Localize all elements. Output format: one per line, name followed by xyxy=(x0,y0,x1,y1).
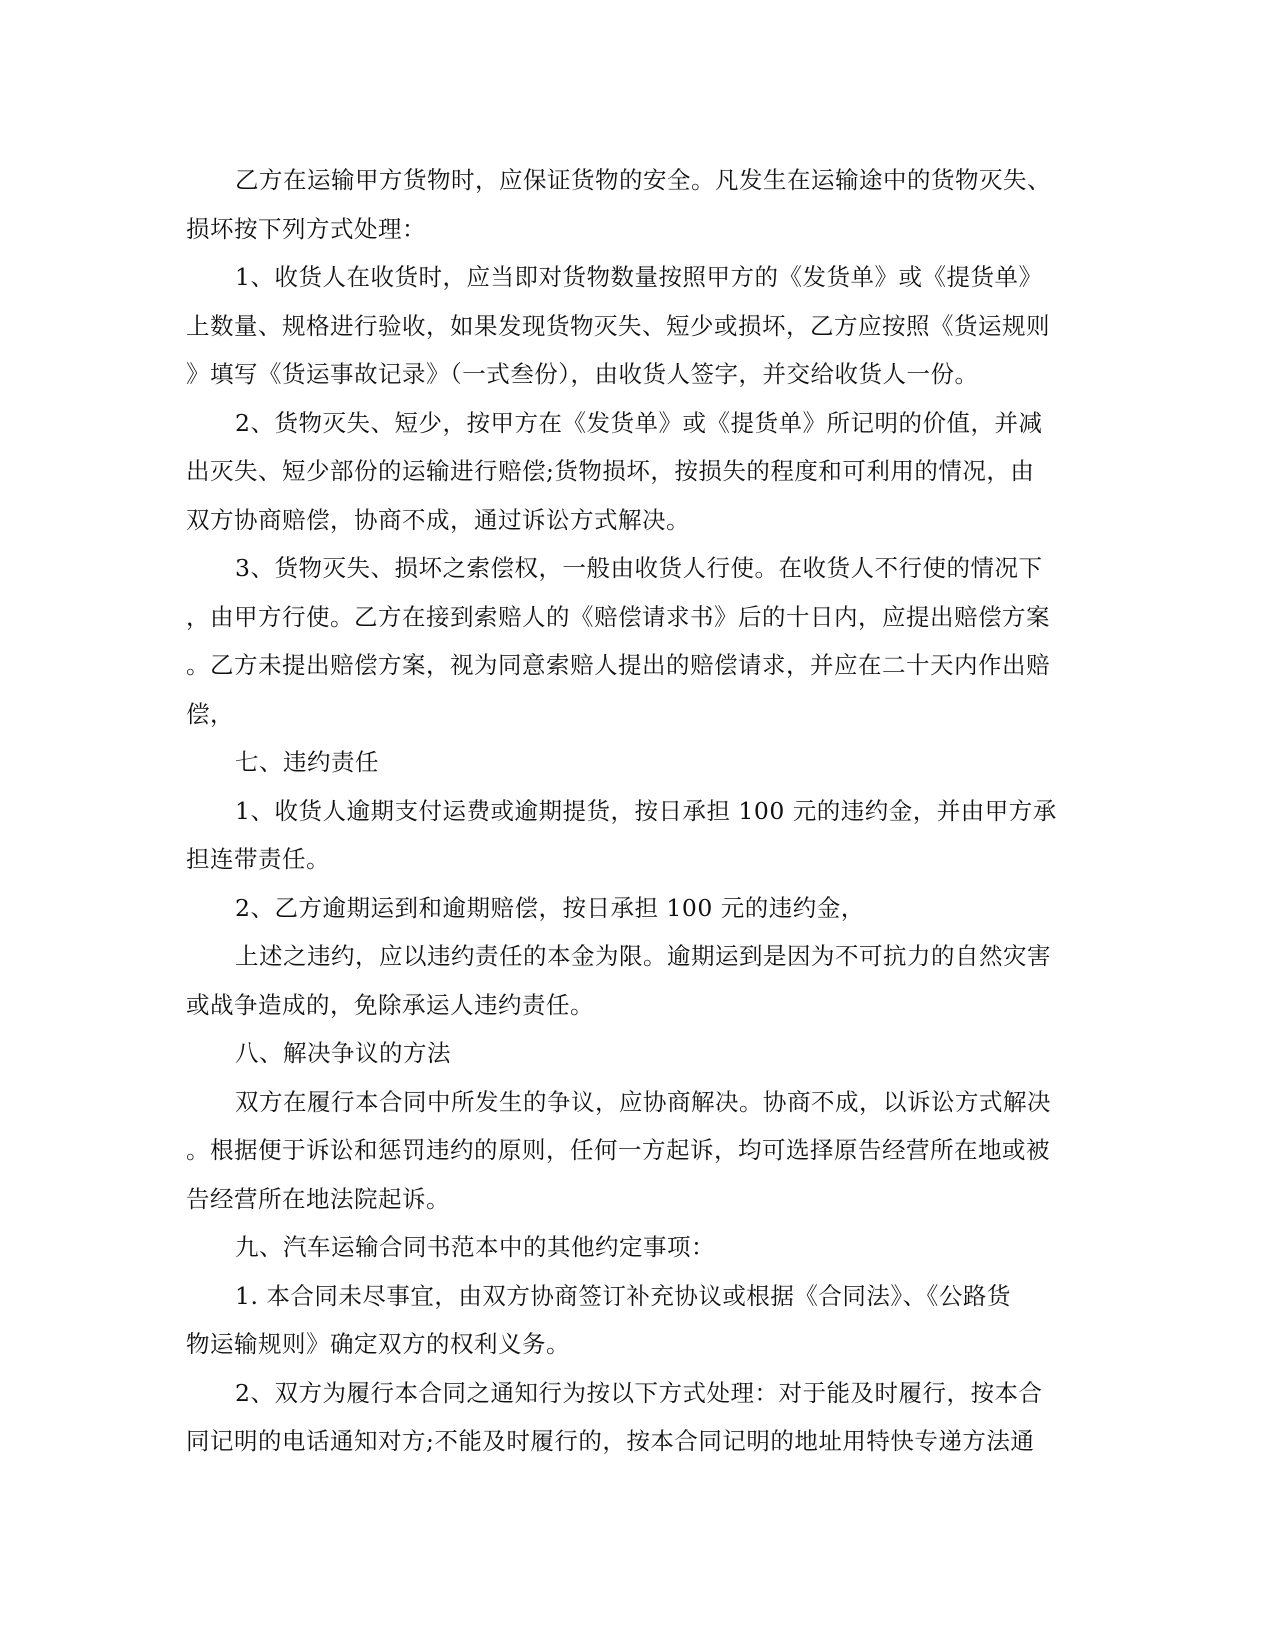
text-line: 担连带责任。 xyxy=(186,845,330,873)
text-line: 八、解决争议的方法 xyxy=(235,1039,451,1067)
text-line: 物运输规则》确定双方的权利义务。 xyxy=(186,1330,570,1358)
text-line: 出灭失、短少部份的运输进行赔偿;货物损坏，按损失的程度和可利用的情况，由 xyxy=(186,457,1035,485)
text-line: 。根据便于诉讼和惩罚违约的原则，任何一方起诉，均可选择原告经营所在地或被 xyxy=(186,1136,1050,1164)
text-line: 2、双方为履行本合同之通知行为按以下方式处理：对于能及时履行，按本合 xyxy=(235,1378,1043,1407)
text-line: 九、汽车运输合同书范本中的其他约定事项： xyxy=(235,1233,715,1261)
document-body xyxy=(186,156,1086,1466)
text-line: 上数量、规格进行验收，如果发现货物灭失、短少或损坏，乙方应按照《货运规则 xyxy=(186,311,1050,340)
text-line: 1、收货人逾期支付运费或逾期提货，按日承担 100 元的违约金，并由甲方承 xyxy=(235,796,1057,825)
text-line: 双方在履行本合同中所发生的争议，应协商解决。协商不成，以诉讼方式解决 xyxy=(235,1087,1051,1116)
text-line: ，由甲方行使。乙方在接到索赔人的《赔偿请求书》后的十日内，应提出赔偿方案 xyxy=(186,602,1050,631)
text-line: 2、货物灭失、短少，按甲方在《发货单》或《提货单》所记明的价值，并减 xyxy=(235,408,1043,437)
text-line: 1. 本合同未尽事宜，由双方协商签订补充协议或根据《合同法》、《公路货 xyxy=(235,1281,1011,1310)
text-line: 损坏按下列方式处理： xyxy=(186,214,426,243)
text-line: 七、违约责任 xyxy=(235,748,379,776)
text-line: 》填写《货运事故记录》（一式叁份），由收货人签字，并交给收货人一份。 xyxy=(186,360,979,388)
text-line: 2、乙方逾期运到和逾期赔偿，按日承担 100 元的违约金， xyxy=(235,893,865,922)
text-line: 3、货物灭失、损坏之索偿权，一般由收货人行使。在收货人不行使的情况下 xyxy=(235,554,1043,582)
text-line: 乙方在运输甲方货物时，应保证货物的安全。凡发生在运输途中的货物灭失、 xyxy=(235,166,1051,194)
text-line: 。乙方未提出赔偿方案，视为同意索赔人提出的赔偿请求，并应在二十天内作出赔 xyxy=(186,651,1050,679)
text-line: 告经营所在地法院起诉。 xyxy=(186,1184,450,1213)
text-line: 1、收货人在收货时，应当即对货物数量按照甲方的《发货单》或《提货单》 xyxy=(235,263,1043,291)
text-line: 或战争造成的，免除承运人违约责任。 xyxy=(186,990,594,1019)
text-line: 双方协商赔偿，协商不成，通过诉讼方式解决。 xyxy=(186,505,690,534)
text-line: 同记明的电话通知对方;不能及时履行的，按本合同记明的地址用特快专递方法通 xyxy=(186,1427,1035,1455)
text-line: 上述之违约，应以违约责任的本金为限。逾期运到是因为不可抗力的自然灾害 xyxy=(235,942,1051,970)
text-line: 偿， xyxy=(186,699,234,728)
